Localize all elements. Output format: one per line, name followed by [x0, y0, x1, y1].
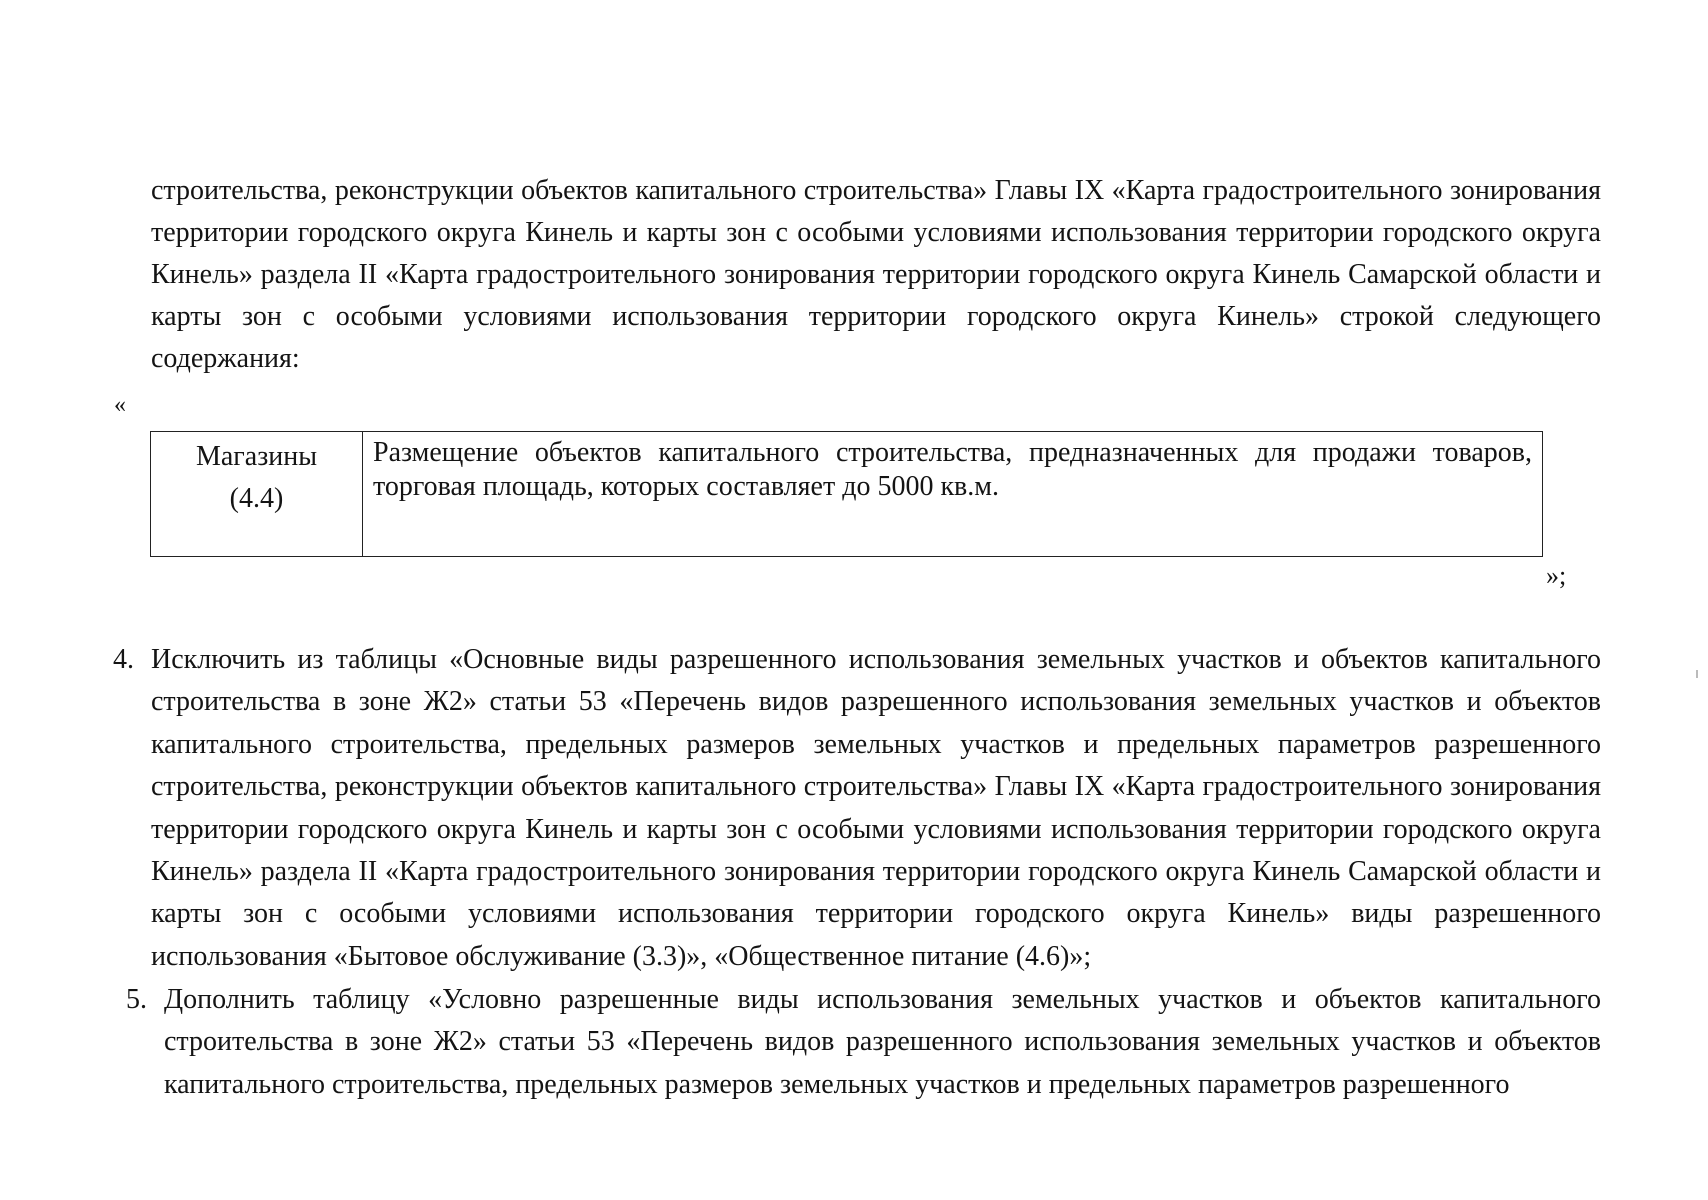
list-item-number: 5.	[126, 984, 147, 1015]
list-item-number: 4.	[113, 644, 134, 675]
use-type-cell	[151, 432, 363, 557]
list-item	[126, 979, 1601, 1106]
use-type-code: (4.4)	[229, 483, 284, 514]
intro-paragraph: строительства, реконструкции объектов капитального строительства» Главы IX «Карта градостроительного зонирования территории городского округа Кинель и карты зон с особыми условиями использования территории городского округа Кинель» раздела II «Карта градостроительного зонирования территории городского округа Кинель Самарской области и карты зон с особыми условиями использования территории городского округа Кинель» строкой следующего содержания:	[151, 175, 1601, 374]
closing-quote: »;	[1546, 561, 1567, 590]
scan-artifact	[1696, 670, 1698, 678]
opening-quote: «	[114, 392, 126, 418]
inserted-table	[150, 431, 1543, 557]
list-item	[113, 639, 1601, 978]
use-description: Размещение объектов капитального строительства, предназначенных для продажи товаров, торговая площадь, которых составляет до 5000 кв.м.	[373, 437, 1532, 502]
list-item-text: Дополнить таблицу «Условно разрешенные виды использования земельных участков и объектов капитального строительства в зоне Ж2» статьи 53 «Перечень видов разрешенного использования земельных участков и объектов капитального строительства, предельных размеров земельных участков и предельных параметров разрешенного	[164, 984, 1601, 1100]
use-type-name: Магазины	[195, 441, 318, 472]
list-item-text: Исключить из таблицы «Основные виды разрешенного использования земельных участков и объектов капитального строительства в зоне Ж2» статьи 53 «Перечень видов разрешенного использования земельных участков и объектов капитального строительства, предельных размеров земельных участков и предельных параметров разрешенного строительства, реконструкции объектов капитального строительства» Главы IX «Карта градостроительного зонирования территории городского округа Кинель и карты зон с особыми условиями использования территории городского округа Кинель» раздела II «Карта градостроительного зонирования территории городского округа Кинель Самарской области и карты зон с особыми условиями использования территории городского округа Кинель» виды разрешенного использования «Бытовое обслуживание (3.3)», «Общественное питание (4.6)»;	[151, 644, 1601, 972]
use-description-cell	[363, 432, 1543, 557]
table-row	[151, 432, 1543, 557]
